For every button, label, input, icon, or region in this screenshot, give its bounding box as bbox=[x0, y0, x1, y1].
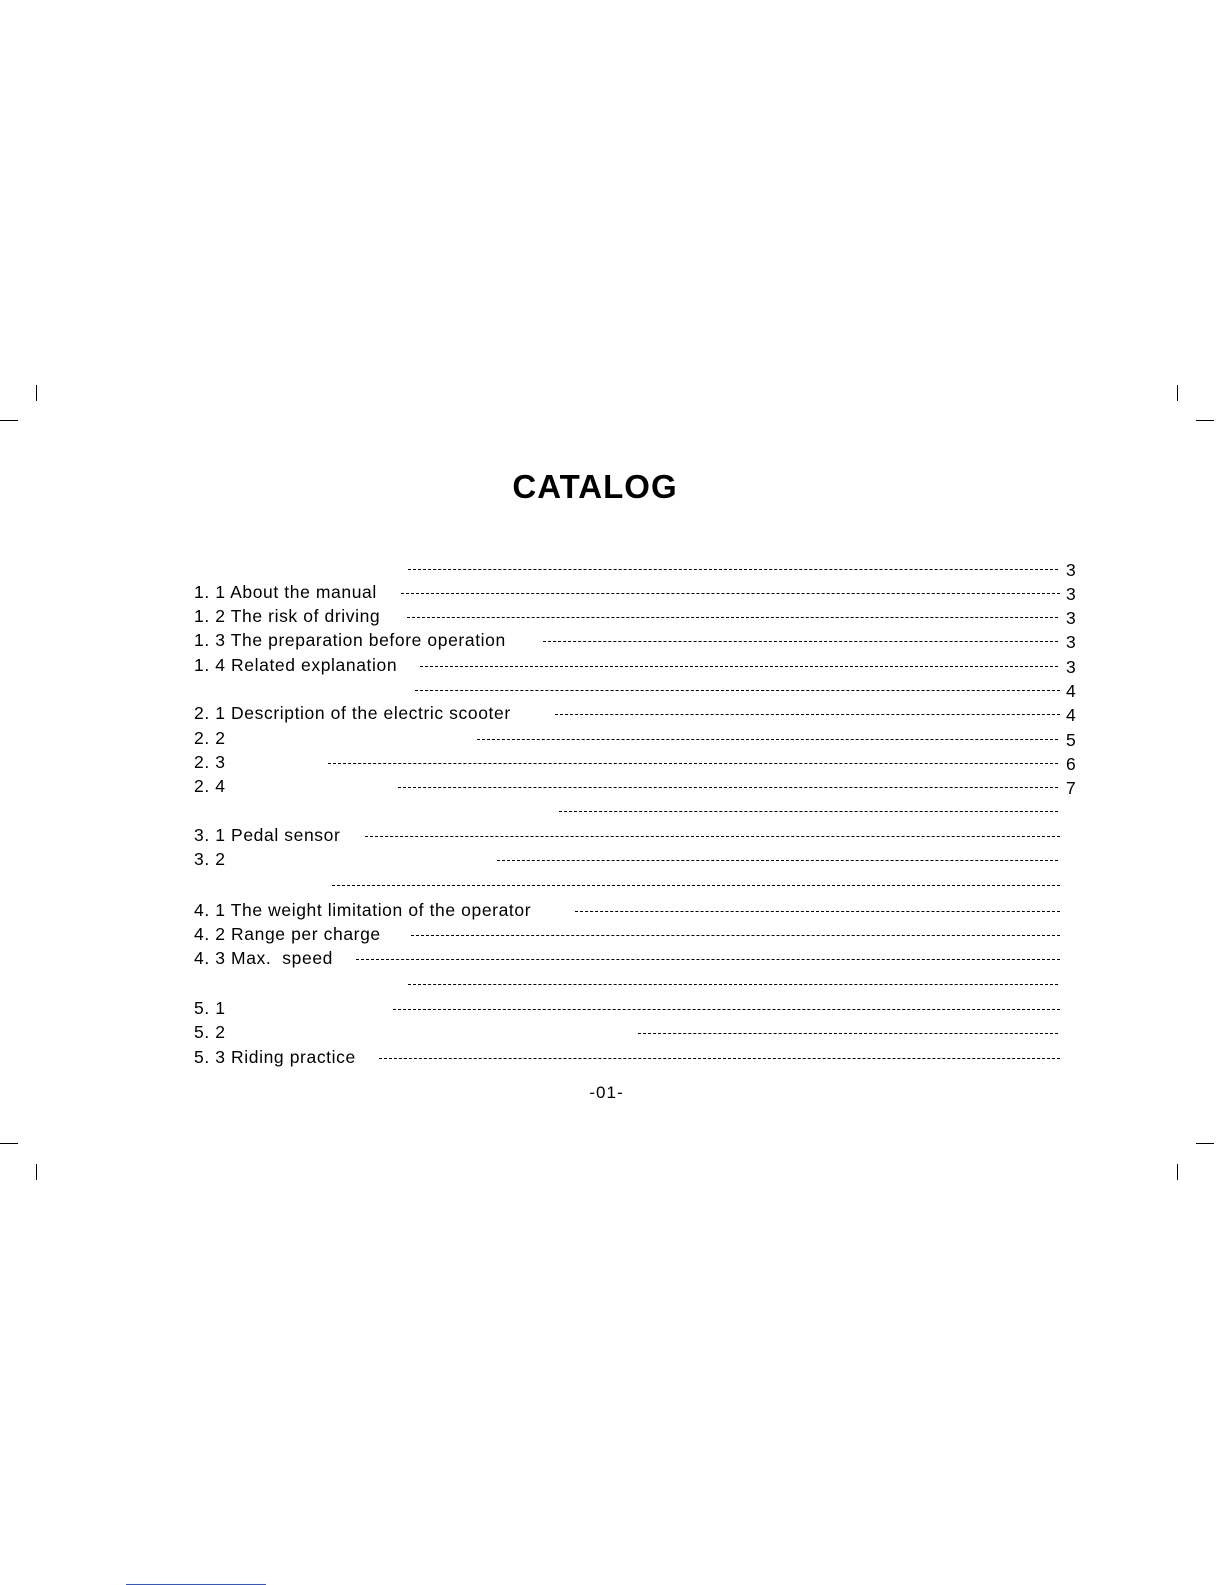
toc-entry-page: 3 bbox=[1066, 608, 1076, 628]
toc-entry[interactable] bbox=[0, 847, 1225, 871]
toc-entry[interactable] bbox=[0, 726, 1225, 750]
toc-entry[interactable] bbox=[0, 946, 1225, 970]
toc-entry-label: 2. 1 Description of the electric scooter bbox=[194, 703, 511, 723]
toc-entry[interactable] bbox=[0, 971, 1225, 995]
toc-leader bbox=[415, 690, 1060, 691]
page-title: CATALOG bbox=[512, 468, 678, 505]
toc-entry[interactable] bbox=[0, 580, 1225, 604]
toc-entry-label: 5. 2 bbox=[194, 1022, 226, 1042]
toc-leader bbox=[497, 860, 1058, 861]
toc-entry[interactable] bbox=[0, 750, 1225, 774]
toc-entry[interactable] bbox=[0, 1020, 1225, 1044]
toc-entry[interactable] bbox=[0, 677, 1225, 701]
toc-entry[interactable] bbox=[0, 604, 1225, 628]
toc-entry[interactable] bbox=[0, 996, 1225, 1020]
toc-leader bbox=[332, 885, 1060, 886]
toc-entry-page: 3 bbox=[1066, 632, 1076, 652]
page-number: -01- bbox=[589, 1083, 624, 1102]
toc-entry-label: 2. 3 bbox=[194, 752, 226, 772]
toc-entry-page: 5 bbox=[1066, 730, 1076, 750]
toc-entry-label: 3. 1 Pedal sensor bbox=[194, 825, 341, 845]
toc-leader bbox=[543, 641, 1058, 642]
toc-leader bbox=[365, 836, 1060, 837]
toc-leader bbox=[559, 811, 1058, 812]
toc-leader bbox=[408, 569, 1058, 570]
toc-entry[interactable] bbox=[0, 556, 1225, 580]
toc-leader bbox=[638, 1033, 1058, 1034]
toc-entry[interactable] bbox=[0, 774, 1225, 798]
toc-entry[interactable] bbox=[0, 628, 1225, 652]
toc-entry-label: 5. 3 Riding practice bbox=[194, 1047, 356, 1067]
toc-leader bbox=[401, 593, 1060, 594]
toc-leader bbox=[356, 959, 1060, 960]
toc-entry[interactable] bbox=[0, 898, 1225, 922]
toc-entry-page: 4 bbox=[1066, 705, 1076, 725]
toc-entry-label: 1. 1 About the manual bbox=[194, 582, 377, 602]
toc-entry[interactable] bbox=[0, 653, 1225, 677]
toc-entry[interactable] bbox=[0, 922, 1225, 946]
toc-entry-label: 5. 1 bbox=[194, 998, 226, 1018]
toc-entry-label: 1. 4 Related explanation bbox=[194, 655, 398, 675]
toc-entry-label: 4. 3 Max. speed bbox=[194, 948, 333, 968]
toc-entry-page: 3 bbox=[1066, 584, 1076, 604]
toc-entry-label: 3. 2 bbox=[194, 849, 226, 869]
toc-entry-page: 3 bbox=[1066, 560, 1076, 580]
toc-entry-page: 7 bbox=[1066, 778, 1076, 798]
toc-entry[interactable] bbox=[0, 823, 1225, 847]
toc-entry[interactable] bbox=[0, 701, 1225, 725]
toc-leader bbox=[379, 1058, 1060, 1059]
toc-leader bbox=[477, 739, 1058, 740]
toc-entry-label: 2. 4 bbox=[194, 776, 226, 796]
toc-leader bbox=[408, 984, 1058, 985]
toc-leader bbox=[411, 935, 1060, 936]
toc-entry-page: 4 bbox=[1066, 681, 1076, 701]
toc-entry[interactable] bbox=[0, 1045, 1225, 1069]
toc-entry-label: 1. 2 The risk of driving bbox=[194, 606, 381, 626]
toc-leader bbox=[575, 911, 1060, 912]
toc-entry[interactable] bbox=[0, 872, 1225, 896]
toc-leader bbox=[328, 763, 1058, 764]
toc-entry-label: 1. 3 The preparation before operation bbox=[194, 630, 506, 650]
toc-entry-label: 4. 1 The weight limitation of the operator bbox=[194, 900, 532, 920]
toc-leader bbox=[398, 787, 1058, 788]
toc-entry-page: 3 bbox=[1066, 657, 1076, 677]
toc-entry[interactable] bbox=[0, 798, 1225, 822]
toc-leader bbox=[393, 1009, 1060, 1010]
toc-leader bbox=[407, 617, 1058, 618]
toc-entry-page: 6 bbox=[1066, 754, 1076, 774]
toc-entry-label: 4. 2 Range per charge bbox=[194, 924, 381, 944]
toc-leader bbox=[420, 666, 1058, 667]
toc-leader bbox=[555, 714, 1060, 715]
toc-entry-label: 2. 2 bbox=[194, 728, 226, 748]
